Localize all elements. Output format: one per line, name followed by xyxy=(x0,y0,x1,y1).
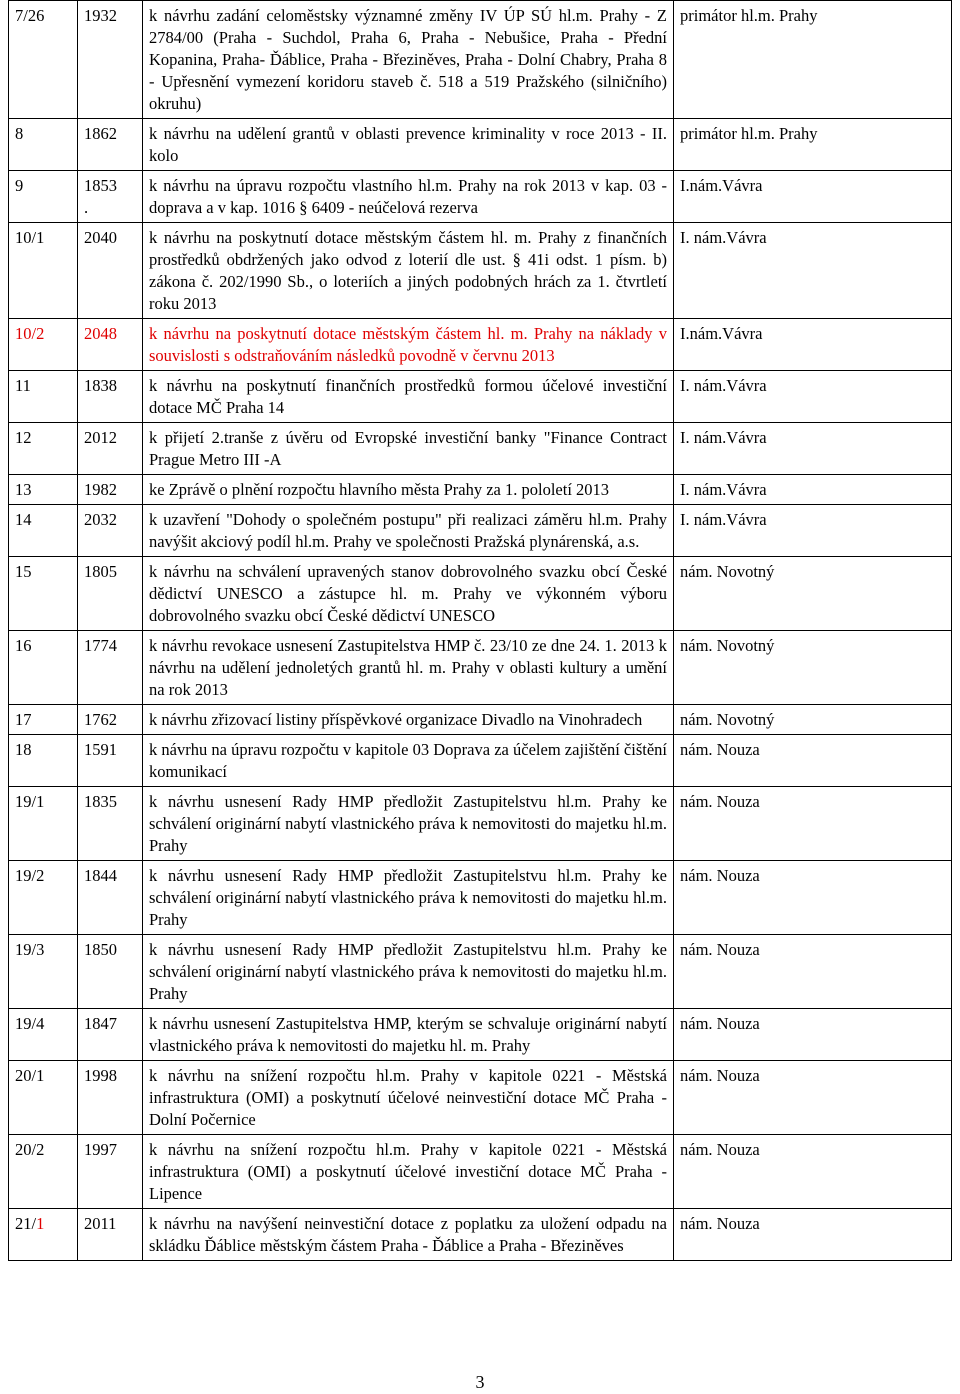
agenda-row xyxy=(9,1009,952,1061)
item-number-text: 12 xyxy=(15,428,32,447)
print-number xyxy=(78,423,143,475)
print-number-text: 1998 xyxy=(84,1066,117,1085)
agenda-subject: k návrhu revokace usnesení Zastupitelstva HMP č. 23/10 ze dne 24. 1. 2013 k návrhu na udělení jednoletých grantů hl. m. Prahy v oblasti kultury a umění na rok 2013 xyxy=(143,631,674,705)
print-number-text: 1997 xyxy=(84,1140,117,1159)
agenda-subject: k přijetí 2.tranše z úvěru od Evropské investiční banky "Finance Contract Prague Metro III -A xyxy=(143,423,674,475)
item-number-text: 13 xyxy=(15,480,32,499)
item-number-text: 21/ xyxy=(15,1214,37,1233)
print-number-text: 1762 xyxy=(84,710,117,729)
proposer: nám. Novotný xyxy=(674,705,952,735)
proposer: nám. Nouza xyxy=(674,935,952,1009)
proposer: I. nám.Vávra xyxy=(674,223,952,319)
agenda-row xyxy=(9,861,952,935)
item-number xyxy=(9,475,78,505)
item-number-text: 10/1 xyxy=(15,228,45,247)
agenda-subject: k návrhu na snížení rozpočtu hl.m. Prahy v kapitole 0221 - Městská infrastruktura (OMI) a poskytnutí účelové neinvestiční dotace MČ Praha - Dolní Počernice xyxy=(143,1061,674,1135)
agenda-row xyxy=(9,223,952,319)
item-number-text: 15 xyxy=(15,562,32,581)
proposer: nám. Novotný xyxy=(674,631,952,705)
agenda-body xyxy=(9,1,952,1261)
print-number-text: 2048 xyxy=(84,324,117,343)
agenda-subject: k návrhu na udělení grantů v oblasti prevence kriminality v roce 2013 - II. kolo xyxy=(143,119,674,171)
agenda-subject: k návrhu na poskytnutí dotace městským částem hl. m. Prahy z finančních prostředků obdržených jako odvod z loterií dle ust. § 41i odst. 1 písm. b) zákona č. 202/1990 Sb., o loteriích a jiných podobných hrách za 1. čtvrtletí roku 2013 xyxy=(143,223,674,319)
item-number xyxy=(9,171,78,223)
proposer: nám. Nouza xyxy=(674,1209,952,1261)
proposer: nám. Novotný xyxy=(674,557,952,631)
page-number: 3 xyxy=(475,1372,485,1392)
agenda-subject: ke Zprávě o plnění rozpočtu hlavního města Prahy za 1. pololetí 2013 xyxy=(143,475,674,505)
item-number xyxy=(9,735,78,787)
item-number-text: 7/26 xyxy=(15,6,45,25)
proposer: I. nám.Vávra xyxy=(674,371,952,423)
proposer: primátor hl.m. Prahy xyxy=(674,119,952,171)
agenda-row xyxy=(9,1061,952,1135)
item-number-text: 8 xyxy=(15,124,24,143)
print-number xyxy=(78,861,143,935)
item-number xyxy=(9,319,78,371)
print-number xyxy=(78,223,143,319)
agenda-row xyxy=(9,505,952,557)
item-number xyxy=(9,1009,78,1061)
item-number xyxy=(9,505,78,557)
print-number-text: 1853 xyxy=(84,176,117,195)
print-number xyxy=(78,1,143,119)
print-number xyxy=(78,1135,143,1209)
item-number xyxy=(9,705,78,735)
item-number-text: 16 xyxy=(15,636,32,655)
print-number xyxy=(78,787,143,861)
proposer: nám. Nouza xyxy=(674,1135,952,1209)
print-number-text: 2012 xyxy=(84,428,117,447)
agenda-subject: k návrhu na snížení rozpočtu hl.m. Prahy v kapitole 0221 - Městská infrastruktura (OMI) a poskytnutí účelové investiční dotace MČ Praha - Lipence xyxy=(143,1135,674,1209)
item-number xyxy=(9,787,78,861)
proposer: I. nám.Vávra xyxy=(674,505,952,557)
item-number xyxy=(9,935,78,1009)
item-number xyxy=(9,423,78,475)
proposer: I.nám.Vávra xyxy=(674,171,952,223)
print-number xyxy=(78,935,143,1009)
item-number-text: 19/4 xyxy=(15,1014,45,1033)
agenda-table xyxy=(8,0,952,1261)
item-number xyxy=(9,631,78,705)
print-number xyxy=(78,1009,143,1061)
print-number-suffix: . xyxy=(84,198,89,217)
proposer: nám. Nouza xyxy=(674,1061,952,1135)
item-number-text: 19/3 xyxy=(15,940,45,959)
proposer: nám. Nouza xyxy=(674,1009,952,1061)
print-number xyxy=(78,119,143,171)
print-number xyxy=(78,705,143,735)
agenda-subject: k návrhu na poskytnutí finančních prostředků formou účelové investiční dotace MČ Praha 14 xyxy=(143,371,674,423)
agenda-row xyxy=(9,1135,952,1209)
item-number-text: 19/1 xyxy=(15,792,45,811)
print-number-text: 1774 xyxy=(84,636,117,655)
item-number-text: 14 xyxy=(15,510,32,529)
print-number xyxy=(78,505,143,557)
item-number xyxy=(9,861,78,935)
print-number xyxy=(78,371,143,423)
agenda-subject: k návrhu usnesení Zastupitelstva HMP, kterým se schvaluje originární nabytí vlastnického práva k nemovitosti do majetku hl. m. Prahy xyxy=(143,1009,674,1061)
item-number xyxy=(9,557,78,631)
agenda-row xyxy=(9,319,952,371)
agenda-subject: k návrhu zřizovací listiny příspěvkové organizace Divadlo na Vinohradech xyxy=(143,705,674,735)
print-number-text: 2040 xyxy=(84,228,117,247)
agenda-subject: k návrhu na schválení upravených stanov dobrovolného svazku obcí České dědictví UNESCO a zástupce hl. m. Prahy ve výkonném výboru dobrovolného svazku obcí České dědictví UNESCO xyxy=(143,557,674,631)
agenda-row xyxy=(9,1,952,119)
item-number-text: 10/2 xyxy=(15,324,45,343)
item-number xyxy=(9,1209,78,1261)
item-number-text: 18 xyxy=(15,740,32,759)
print-number xyxy=(78,171,143,223)
print-number-text: 2011 xyxy=(84,1214,117,1233)
item-number xyxy=(9,371,78,423)
proposer: nám. Nouza xyxy=(674,861,952,935)
print-number-text: 1850 xyxy=(84,940,117,959)
print-number xyxy=(78,631,143,705)
agenda-row xyxy=(9,631,952,705)
agenda-row xyxy=(9,423,952,475)
proposer: nám. Nouza xyxy=(674,735,952,787)
print-number-text: 1932 xyxy=(84,6,117,25)
item-number-text: 20/1 xyxy=(15,1066,45,1085)
agenda-row xyxy=(9,371,952,423)
item-number-text: 11 xyxy=(15,376,31,395)
agenda-row xyxy=(9,705,952,735)
proposer: nám. Nouza xyxy=(674,787,952,861)
item-number-text: 20/2 xyxy=(15,1140,45,1159)
agenda-subject: k uzavření "Dohody o společném postupu" při realizaci záměru hl.m. Prahy navýšit akciový podíl hl.m. Prahy ve společnosti Pražská plynárenská, a.s. xyxy=(143,505,674,557)
proposer: I. nám.Vávra xyxy=(674,423,952,475)
item-number-text: 9 xyxy=(15,176,24,195)
print-number-text: 1838 xyxy=(84,376,117,395)
print-number-text: 1847 xyxy=(84,1014,117,1033)
print-number-text: 1844 xyxy=(84,866,117,885)
proposer: primátor hl.m. Prahy xyxy=(674,1,952,119)
agenda-row xyxy=(9,787,952,861)
item-number xyxy=(9,1135,78,1209)
item-number-text: 17 xyxy=(15,710,32,729)
agenda-subject: k návrhu zadání celoměstsky významné změny IV ÚP SÚ hl.m. Prahy - Z 2784/00 (Praha - Suchdol, Praha 6, Praha - Nebušice, Praha - Přední Kopanina, Praha- Ďáblice, Praha - Březiněves, Praha - Dolní Chabry, Praha 8 - Upřesnění vymezení koridoru staveb č. 518 a 519 Pražského (silničního) okruhu) xyxy=(143,1,674,119)
print-number xyxy=(78,319,143,371)
item-number xyxy=(9,119,78,171)
item-number xyxy=(9,223,78,319)
print-number xyxy=(78,475,143,505)
item-number-text: 19/2 xyxy=(15,866,45,885)
item-number-suffix: 1 xyxy=(36,1214,45,1233)
print-number xyxy=(78,1061,143,1135)
agenda-subject: k návrhu na navýšení neinvestiční dotace z poplatku za uložení odpadu na skládku Ďáblice městským částem Praha - Ďáblice a Praha - Březiněves xyxy=(143,1209,674,1261)
proposer: I.nám.Vávra xyxy=(674,319,952,371)
agenda-subject: k návrhu usnesení Rady HMP předložit Zastupitelstvu hl.m. Prahy ke schválení originární nabytí vlastnického práva k nemovitosti do majetku hl.m. Prahy xyxy=(143,861,674,935)
agenda-subject: k návrhu na poskytnutí dotace městským částem hl. m. Prahy na náklady v souvislosti s odstraňováním následků povodně v červnu 2013 xyxy=(143,319,674,371)
agenda-subject: k návrhu usnesení Rady HMP předložit Zastupitelstvu hl.m. Prahy ke schválení originární nabytí vlastnického práva k nemovitosti do majetku hl.m. Prahy xyxy=(143,787,674,861)
agenda-subject: k návrhu na úpravu rozpočtu vlastního hl.m. Prahy na rok 2013 v kap. 03 - doprava a v kap. 1016 § 6409 - neúčelová rezerva xyxy=(143,171,674,223)
agenda-subject: k návrhu usnesení Rady HMP předložit Zastupitelstvu hl.m. Prahy ke schválení originární nabytí vlastnického práva k nemovitosti do majetku hl.m. Prahy xyxy=(143,935,674,1009)
print-number-text: 1862 xyxy=(84,124,117,143)
print-number xyxy=(78,1209,143,1261)
print-number-text: 1835 xyxy=(84,792,117,811)
agenda-row xyxy=(9,119,952,171)
print-number-text: 2032 xyxy=(84,510,117,529)
agenda-row xyxy=(9,557,952,631)
print-number-text: 1982 xyxy=(84,480,117,499)
agenda-row xyxy=(9,1209,952,1261)
print-number-text: 1805 xyxy=(84,562,117,581)
print-number-text: 1591 xyxy=(84,740,117,759)
agenda-row xyxy=(9,935,952,1009)
proposer: I. nám.Vávra xyxy=(674,475,952,505)
print-number xyxy=(78,557,143,631)
agenda-row xyxy=(9,735,952,787)
agenda-row xyxy=(9,171,952,223)
agenda-row xyxy=(9,475,952,505)
agenda-subject: k návrhu na úpravu rozpočtu v kapitole 03 Doprava za účelem zajištění čištění komunikací xyxy=(143,735,674,787)
item-number xyxy=(9,1,78,119)
print-number xyxy=(78,735,143,787)
item-number xyxy=(9,1061,78,1135)
